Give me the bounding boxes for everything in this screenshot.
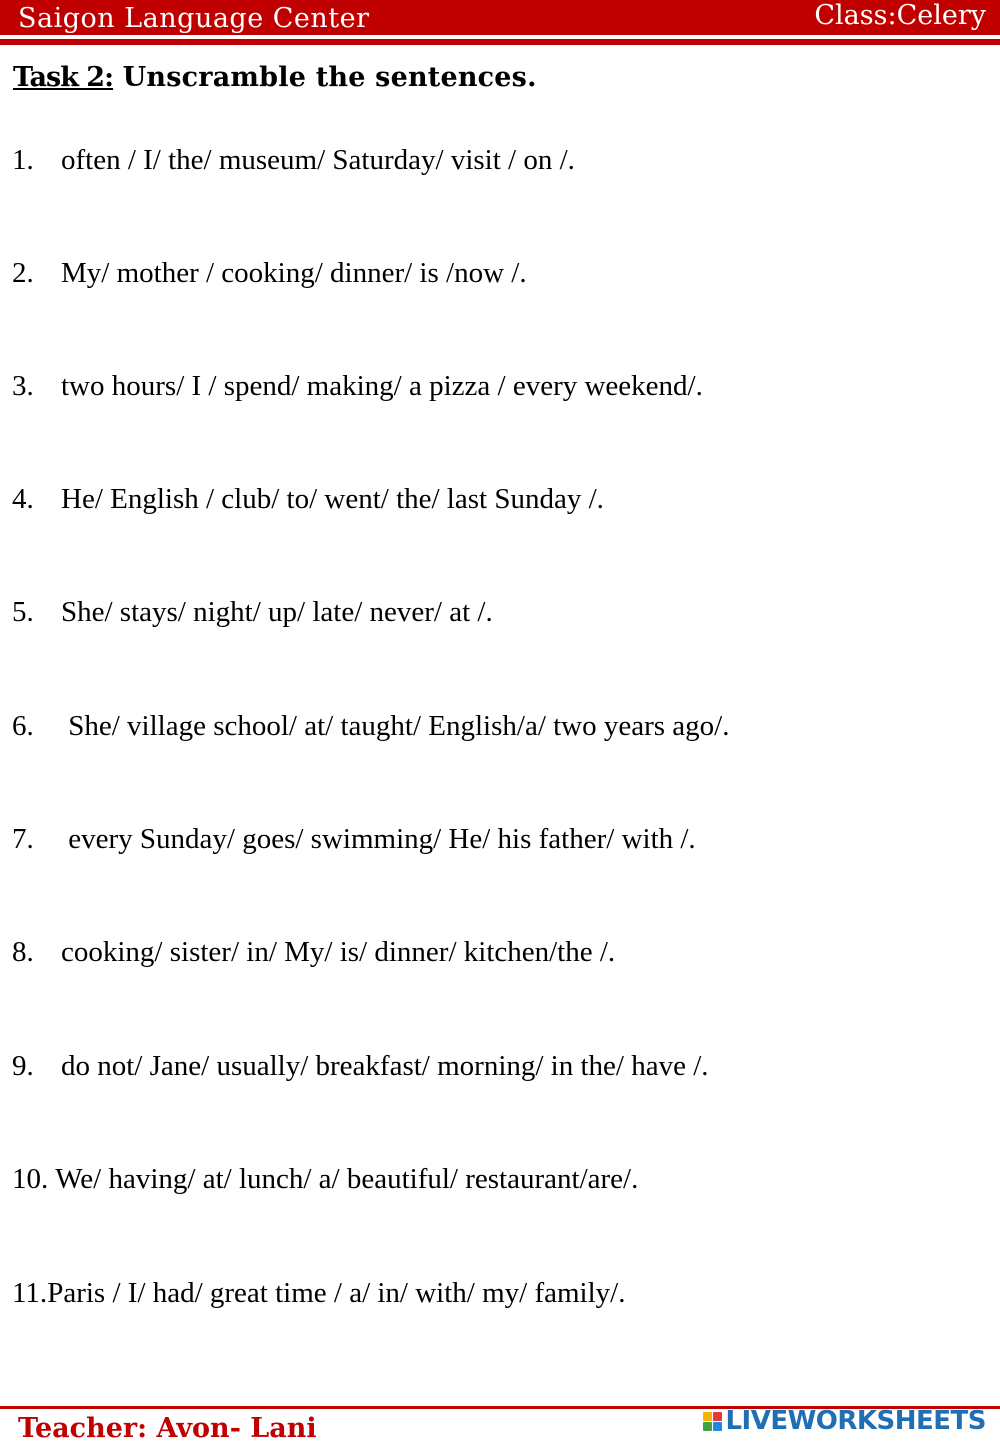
item-number: 4.	[12, 483, 34, 515]
item-number: 1.	[12, 144, 34, 176]
sentence-item	[12, 1048, 1000, 1084]
item-text: She/ stays/ night/ up/ late/ never/ at /.	[61, 596, 493, 628]
header-divider	[0, 39, 1000, 45]
task-title	[13, 62, 537, 93]
sentence-item	[12, 821, 1000, 857]
item-text: two hours/ I / spend/ making/ a pizza / every weekend/.	[61, 370, 703, 402]
teacher-name: Teacher: Avon- Lani	[18, 1413, 317, 1444]
liveworksheets-logo-icon	[703, 1412, 722, 1431]
item-number: 3.	[12, 370, 34, 402]
item-text: Paris / I/ had/ great time / a/ in/ with/ my/ family/.	[47, 1277, 626, 1309]
item-text: My/ mother / cooking/ dinner/ is /now /.	[61, 257, 527, 289]
sentence-item	[12, 481, 1000, 517]
item-text: She/ village school/ at/ taught/ English/a/ two years ago/.	[61, 710, 730, 742]
item-text: do not/ Jane/ usually/ breakfast/ morning/ in the/ have /.	[61, 1050, 709, 1082]
item-number: 11.	[12, 1277, 48, 1309]
sentence-item	[12, 708, 1000, 744]
sentence-item	[12, 142, 1000, 178]
header-bar	[0, 0, 1000, 35]
item-text: cooking/ sister/ in/ My/ is/ dinner/ kitchen/the /.	[61, 936, 616, 968]
item-text: often / I/ the/ museum/ Saturday/ visit / on /.	[61, 144, 575, 176]
item-number: 8.	[12, 936, 34, 968]
task-instruction: Unscramble the sentences.	[113, 62, 537, 93]
sentence-item	[12, 1275, 1000, 1311]
item-number: 7.	[12, 823, 34, 855]
item-number: 10.	[12, 1163, 49, 1195]
school-name: Saigon Language Center	[18, 3, 370, 34]
sentence-item	[12, 594, 1000, 630]
item-number: 5.	[12, 596, 34, 628]
sentence-item	[12, 368, 1000, 404]
task-label: Task 2:	[13, 62, 114, 93]
class-label: Class:Celery	[814, 0, 986, 31]
sentence-item	[12, 255, 1000, 291]
sentence-item	[12, 934, 1000, 970]
item-number: 9.	[12, 1050, 34, 1082]
item-text: We/ having/ at/ lunch/ a/ beautiful/ restaurant/are/.	[55, 1163, 639, 1195]
item-text: every Sunday/ goes/ swimming/ He/ his father/ with /.	[61, 823, 696, 855]
item-number: 6.	[12, 710, 34, 742]
item-text: He/ English / club/ to/ went/ the/ last Sunday /.	[61, 483, 604, 515]
item-number: 2.	[12, 257, 34, 289]
brand-name: LIVEWORKSHEETS	[725, 1406, 986, 1436]
liveworksheets-logo	[703, 1404, 986, 1438]
sentence-item	[12, 1161, 1000, 1197]
